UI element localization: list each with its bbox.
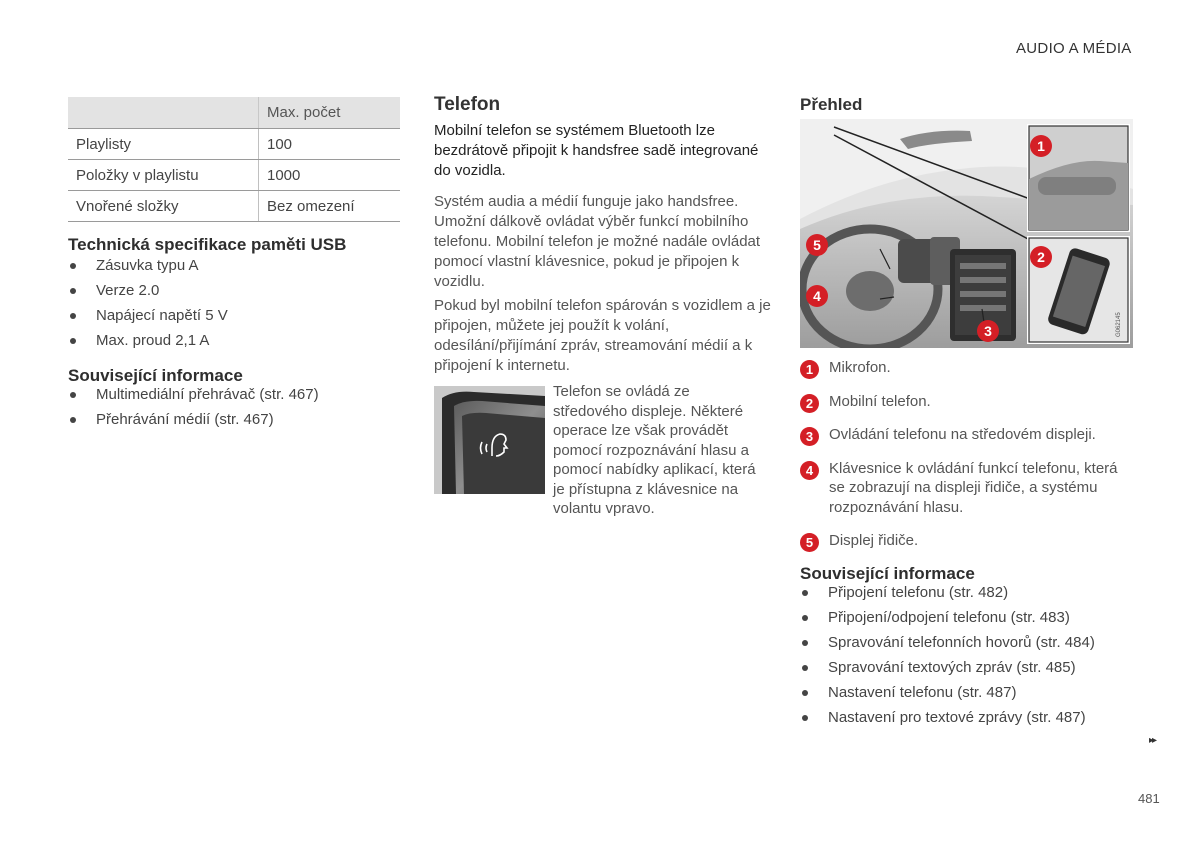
- callout-badge-1: [1030, 135, 1052, 157]
- legend-text: Displej řidiče.: [829, 532, 919, 549]
- table-cell-label: Položky v playlistu: [68, 160, 259, 191]
- table-cell-label: Vnořené složky: [68, 191, 259, 222]
- usb-limits-table: [68, 97, 400, 222]
- voice-control-button-image: [434, 386, 545, 494]
- telefon-paragraph-1: Systém audia a médií funguje jako handsfree. Umožní dálkově ovládat výběr funkcí mobilního telefonu. Mobilní telefon je možné nadále ovládat pomocí vlastní klávesnice, pokud je připojen k vozidlu.: [434, 193, 761, 290]
- page-number: 481: [1138, 791, 1160, 806]
- image-code: G062145: [1116, 312, 1122, 337]
- related-link[interactable]: Přehrávání médií (str. 467): [68, 407, 319, 432]
- table-row: [68, 129, 400, 160]
- table-row: [68, 191, 400, 222]
- telefon-heading: Telefon: [434, 94, 501, 115]
- legend-number-badge: 5: [800, 533, 819, 552]
- voice-control-text: Telefon se ovládá ze středového displeje. Některé operace lze však provádět pomocí rozpoznávání hlasu a pomocí nabídky aplikací, která je přístupna z klávesnice na volantu vpravo.: [553, 383, 756, 517]
- related-link[interactable]: Připojení telefonu (str. 482): [800, 580, 1095, 605]
- table-cell-value: 100: [259, 129, 401, 160]
- next-page-icon[interactable]: ▸▸: [1149, 735, 1156, 746]
- related-info-heading-right: Související informace: [800, 564, 975, 583]
- table-row: [68, 160, 400, 191]
- callout-badge-4: [806, 285, 828, 307]
- related-link[interactable]: Spravování textových zpráv (str. 485): [800, 655, 1095, 680]
- overview-heading: Přehled: [800, 95, 863, 114]
- callout-badge-2: [1030, 246, 1052, 268]
- legend-text: Klávesnice k ovládání funkcí telefonu, která se zobrazují na displeji řidiče, a systému rozpoznávání hlasu.: [829, 459, 1118, 516]
- related-link[interactable]: Připojení/odpojení telefonu (str. 483): [800, 605, 1095, 630]
- telefon-lead: Mobilní telefon se systémem Bluetooth lze bezdrátově připojit k handsfree sadě integrované do vozidla.: [434, 122, 759, 179]
- related-link[interactable]: Spravování telefonních hovorů (str. 484): [800, 630, 1095, 655]
- legend-item: [800, 392, 1130, 412]
- list-item: Napájecí napětí 5 V: [68, 303, 228, 328]
- svg-text:5: 5: [813, 237, 821, 253]
- legend-item: [800, 459, 1130, 518]
- related-link[interactable]: Multimediální přehrávač (str. 467): [68, 382, 319, 407]
- list-item: Zásuvka typu A: [68, 253, 228, 278]
- svg-text:3: 3: [984, 323, 992, 339]
- usb-spec-heading: Technická specifikace paměti USB: [68, 235, 347, 254]
- car-interior-overview-image: [800, 119, 1133, 348]
- legend-item: [800, 531, 1130, 551]
- callout-badge-3: [977, 320, 999, 342]
- svg-text:1: 1: [1037, 138, 1045, 154]
- telefon-paragraph-2: Pokud byl mobilní telefon spárován s vozidlem a je připojen, můžete jej použít k volání, odesílání/přijímání zpráv, streamování médií a k připojení k internetu.: [434, 297, 771, 374]
- legend-text: Mikrofon.: [829, 359, 891, 376]
- legend-number-badge: 4: [800, 461, 819, 480]
- legend-number-badge: 2: [800, 394, 819, 413]
- svg-text:4: 4: [813, 288, 821, 304]
- legend-item: [800, 358, 1130, 378]
- table-header-row: [68, 97, 400, 129]
- legend-text: Ovládání telefonu na středovém displeji.: [829, 426, 1096, 443]
- section-header: AUDIO A MÉDIA: [1016, 40, 1132, 57]
- legend-item: [800, 425, 1130, 445]
- legend-number-badge: 3: [800, 427, 819, 446]
- svg-text:2: 2: [1037, 249, 1045, 265]
- legend-text: Mobilní telefon.: [829, 392, 931, 410]
- table-cell-value: Bez omezení: [259, 191, 401, 222]
- related-link[interactable]: Nastavení telefonu (str. 487): [800, 680, 1095, 705]
- table-cell-label: Playlisty: [68, 129, 259, 160]
- overview-legend: [800, 358, 1130, 565]
- callout-badge-5: [806, 234, 828, 256]
- related-link[interactable]: Nastavení pro textové zprávy (str. 487): [800, 705, 1095, 730]
- related-info-list-left: [68, 382, 319, 432]
- related-info-heading-left: Související informace: [68, 366, 243, 385]
- list-item: Verze 2.0: [68, 278, 228, 303]
- related-info-list-right: [800, 580, 1095, 730]
- legend-number-badge: 1: [800, 360, 819, 379]
- usb-spec-list: [68, 253, 228, 353]
- table-cell-value: 1000: [259, 160, 401, 191]
- table-header-empty: [68, 97, 259, 129]
- list-item: Max. proud 2,1 A: [68, 328, 228, 353]
- table-header-max: Max. počet: [259, 97, 401, 129]
